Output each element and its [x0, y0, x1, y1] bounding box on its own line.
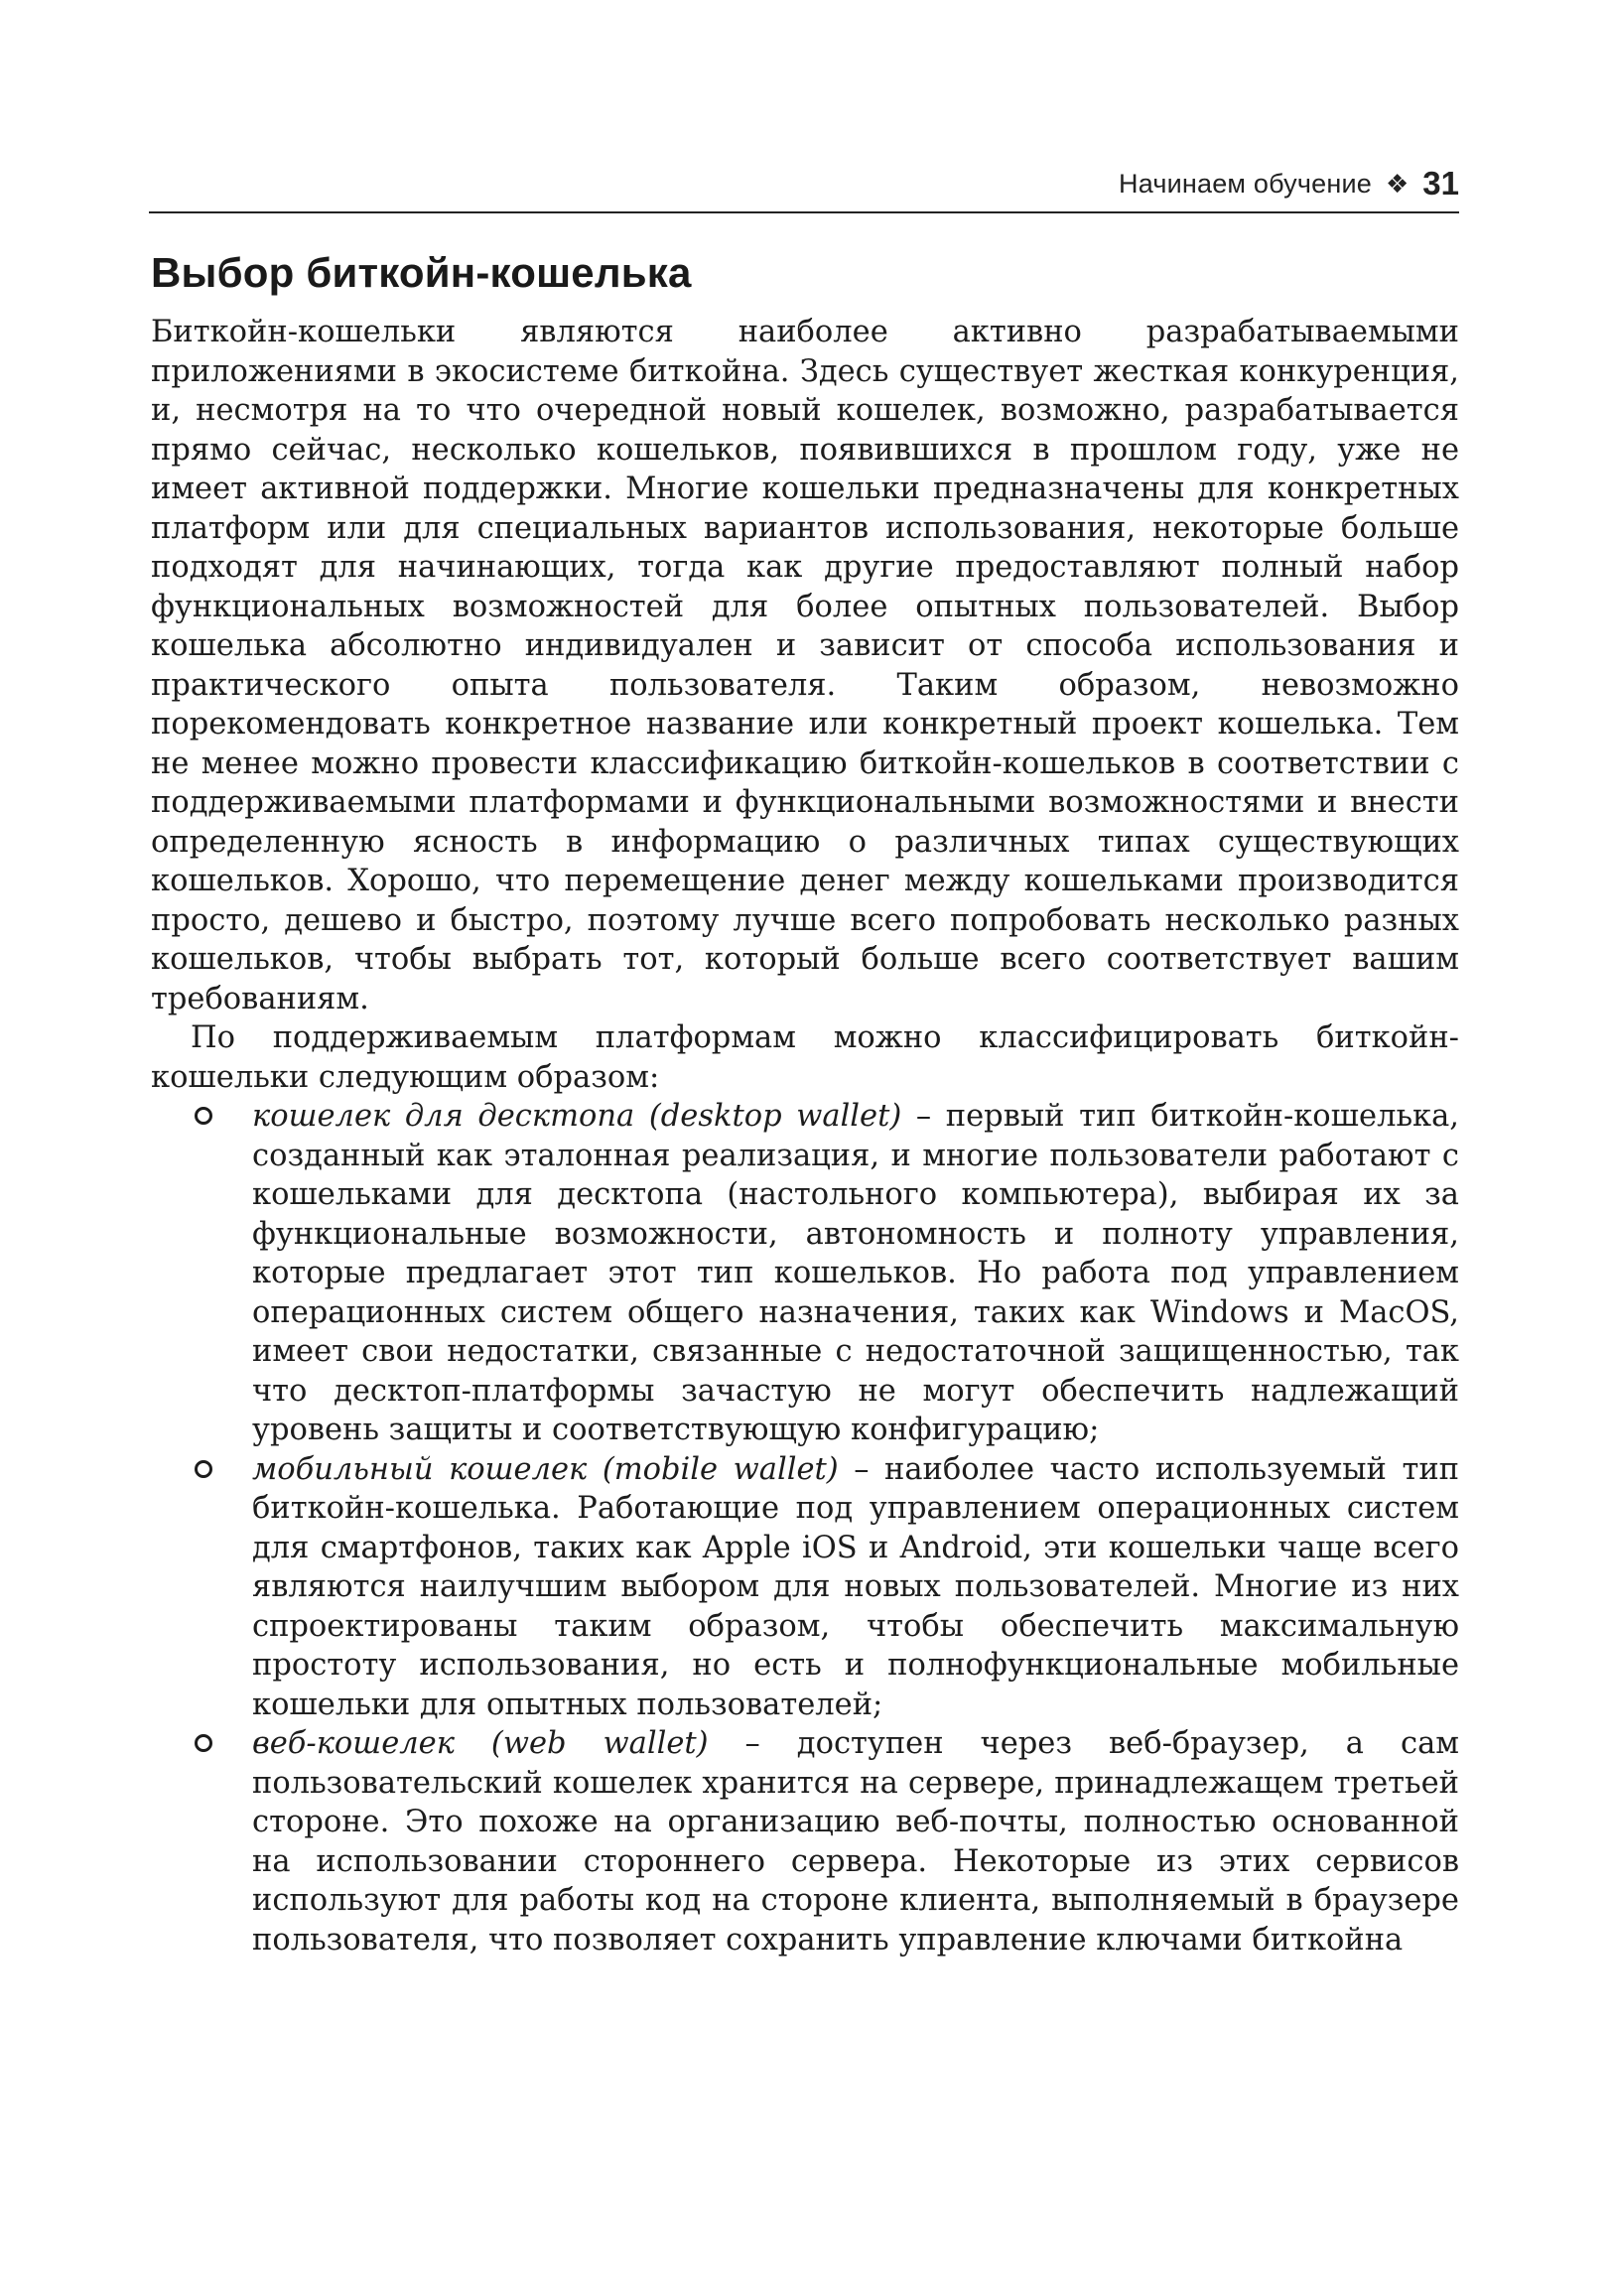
- desc-web-wallet: – доступен через веб-браузер, а сам пользовательский кошелек хранится на сервере, принадлежащем третьей стороне. Это похоже на организацию веб-почты, полностью основанной на использовании стороннего сервера. Некоторые из этих сервисов используют для работы код на стороне клиента, выполняемый в браузере пользователя, что позволяет сохранить управление ключами биткойна: [252, 1726, 1459, 1958]
- body-text: [151, 313, 1459, 1959]
- term-mobile-wallet: мобильный кошелек (mobile wallet): [252, 1451, 839, 1487]
- circle-bullet-icon: [195, 1460, 212, 1478]
- desc-mobile-wallet: – наиболее часто используемый тип биткойн-кошелька. Работающие под управлением операционных систем для смартфонов, таких как Apple iOS и Android, эти кошельки чаще всего являются наилучшим выбором для новых пользователей. Многие из них спроектированы таким образом, чтобы обеспечить максимальную простоту использования, но есть и полнофункциональные мобильные кошельки для опытных пользователей;: [252, 1451, 1459, 1722]
- paragraph-classification: По поддерживаемым платформам можно классифицировать биткойн-кошельки следующим образом:: [151, 1020, 1459, 1095]
- list-item-mobile-wallet: [151, 1450, 1459, 1725]
- list-item-web-wallet: [151, 1724, 1459, 1959]
- term-desktop-wallet: кошелек для десктопа (desktop wallet): [252, 1099, 902, 1134]
- header-chapter-title: Начинаем обучение: [1119, 168, 1372, 199]
- paragraph-intro: Биткойн-кошельки являются наиболее активно разрабатываемыми приложениями в экосистеме биткойна. Здесь существует жесткая конкуренция, и, несмотря на то что очередной новый кошелек, возможно, разрабатывается прямо сейчас, несколько кошельков, появившихся в прошлом году, уже не имеет активной поддержки. Многие кошельки предназначены для конкретных платформ или для специальных вариантов использования, некоторые больше подходят для начинающих, тогда как другие предоставляют полный набор функциональных возможностей для более опытных пользователей. Выбор кошелька абсолютно индивидуален и зависит от способа использования и практического опыта пользователя. Таким образом, невозможно порекомендовать конкретное название или конкретный проект кошелька. Тем не менее можно провести классификацию биткойн-кошельков в соответствии с поддерживаемыми платформами и функциональными возможностями и внести определенную ясность в информацию о различных типах существующих кошельков. Хорошо, что перемещение денег между кошельками производится просто, дешево и быстро, поэтому лучше всего попробовать несколько разных кошельков, чтобы выбрать тот, который больше всего соответствует вашим требованиям.: [151, 315, 1459, 1016]
- header-ornament-icon: ❖: [1385, 168, 1410, 199]
- term-web-wallet: веб-кошелек (web wallet): [252, 1726, 709, 1761]
- circle-bullet-icon: [195, 1734, 212, 1752]
- list-item-desktop-wallet: [151, 1097, 1459, 1450]
- desc-desktop-wallet: – первый тип биткойн-кошелька, созданный как эталонная реализация, и многие пользователи работают с кошельками для десктопа (настольного компьютера), выбирая их за функциональные возможности, автономность и полноту управления, которые предлагает этот тип кошельков. Но работа под управлением операционных систем общего назначения, таких как Windows и MacOS, имеет свои недостатки, связанные с недостаточной защищенностью, так что десктоп-платформы зачастую не могут обеспечить надлежащий уровень защиты и соответствующую конфигурацию;: [252, 1099, 1459, 1447]
- wallet-types-list: [151, 1097, 1459, 1959]
- running-header: [149, 159, 1459, 208]
- circle-bullet-icon: [195, 1107, 212, 1125]
- page-number: 31: [1422, 165, 1459, 202]
- section-heading: Выбор биткойн-кошелька: [151, 249, 692, 296]
- header-divider: [149, 211, 1459, 213]
